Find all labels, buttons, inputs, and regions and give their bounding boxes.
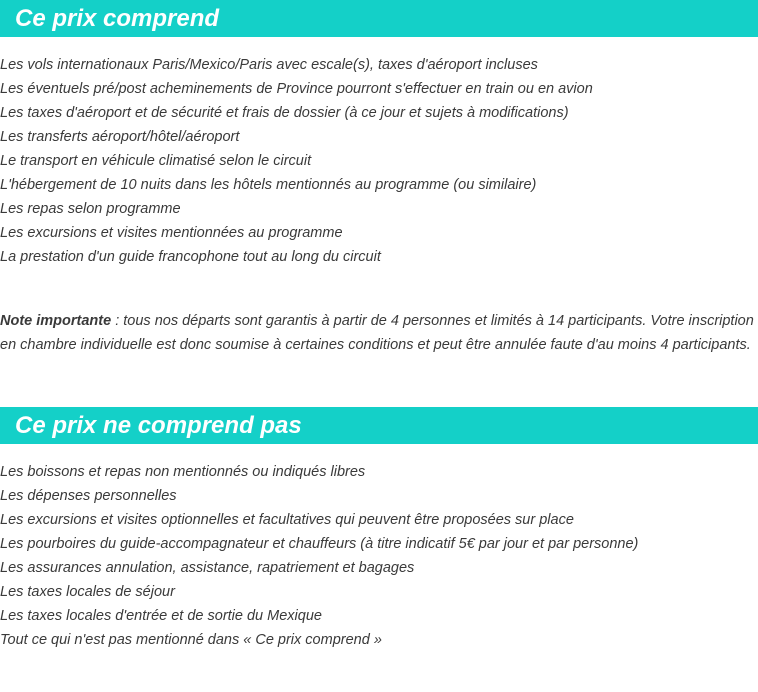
included-item: L'hébergement de 10 nuits dans les hôtels mentionnés au programme (ou similaire) <box>0 177 537 193</box>
excluded-section-title: Ce prix ne comprend pas <box>0 407 758 444</box>
excluded-item: Les pourboires du guide-accompagnateur et chauffeurs (à titre indicatif 5€ par jour et par personne) <box>0 536 639 552</box>
included-item: Les taxes d'aéroport et de sécurité et frais de dossier (à ce jour et sujets à modifications) <box>0 105 569 121</box>
included-item: Les repas selon programme <box>0 201 181 217</box>
excluded-item: Les dépenses personnelles <box>0 488 177 504</box>
included-item: La prestation d'un guide francophone tout au long du circuit <box>0 249 381 265</box>
excluded-item: Les taxes locales de séjour <box>0 584 175 600</box>
included-item: Les excursions et visites mentionnées au programme <box>0 225 343 241</box>
included-item: Le transport en véhicule climatisé selon le circuit <box>0 153 312 169</box>
included-list <box>0 53 758 269</box>
important-note-text: : tous nos départs sont garantis à partir de 4 personnes et limités à 14 participants. Votre inscription en chambre individuelle est donc soumise à certaines conditions et peut être annulée faute d'au moins 4 participants. <box>0 313 754 353</box>
included-section-title: Ce prix comprend <box>0 0 758 37</box>
important-note-label: Note importante <box>0 313 112 329</box>
excluded-item: Les excursions et visites optionnelles et facultatives qui peuvent être proposées sur place <box>0 512 574 528</box>
excluded-list <box>0 460 758 652</box>
excluded-item: Les boissons et repas non mentionnés ou indiqués libres <box>0 464 366 480</box>
excluded-item: Les taxes locales d'entrée et de sortie du Mexique <box>0 608 322 624</box>
included-item: Les transferts aéroport/hôtel/aéroport <box>0 129 240 145</box>
included-item: Les vols internationaux Paris/Mexico/Paris avec escale(s), taxes d'aéroport incluses <box>0 57 538 73</box>
included-item: Les éventuels pré/post acheminements de Province pourront s'effectuer en train ou en avion <box>0 81 593 97</box>
excluded-item: Les assurances annulation, assistance, rapatriement et bagages <box>0 560 415 576</box>
excluded-item: Tout ce qui n'est pas mentionné dans « Ce prix comprend » <box>0 632 382 648</box>
important-note <box>0 309 756 357</box>
